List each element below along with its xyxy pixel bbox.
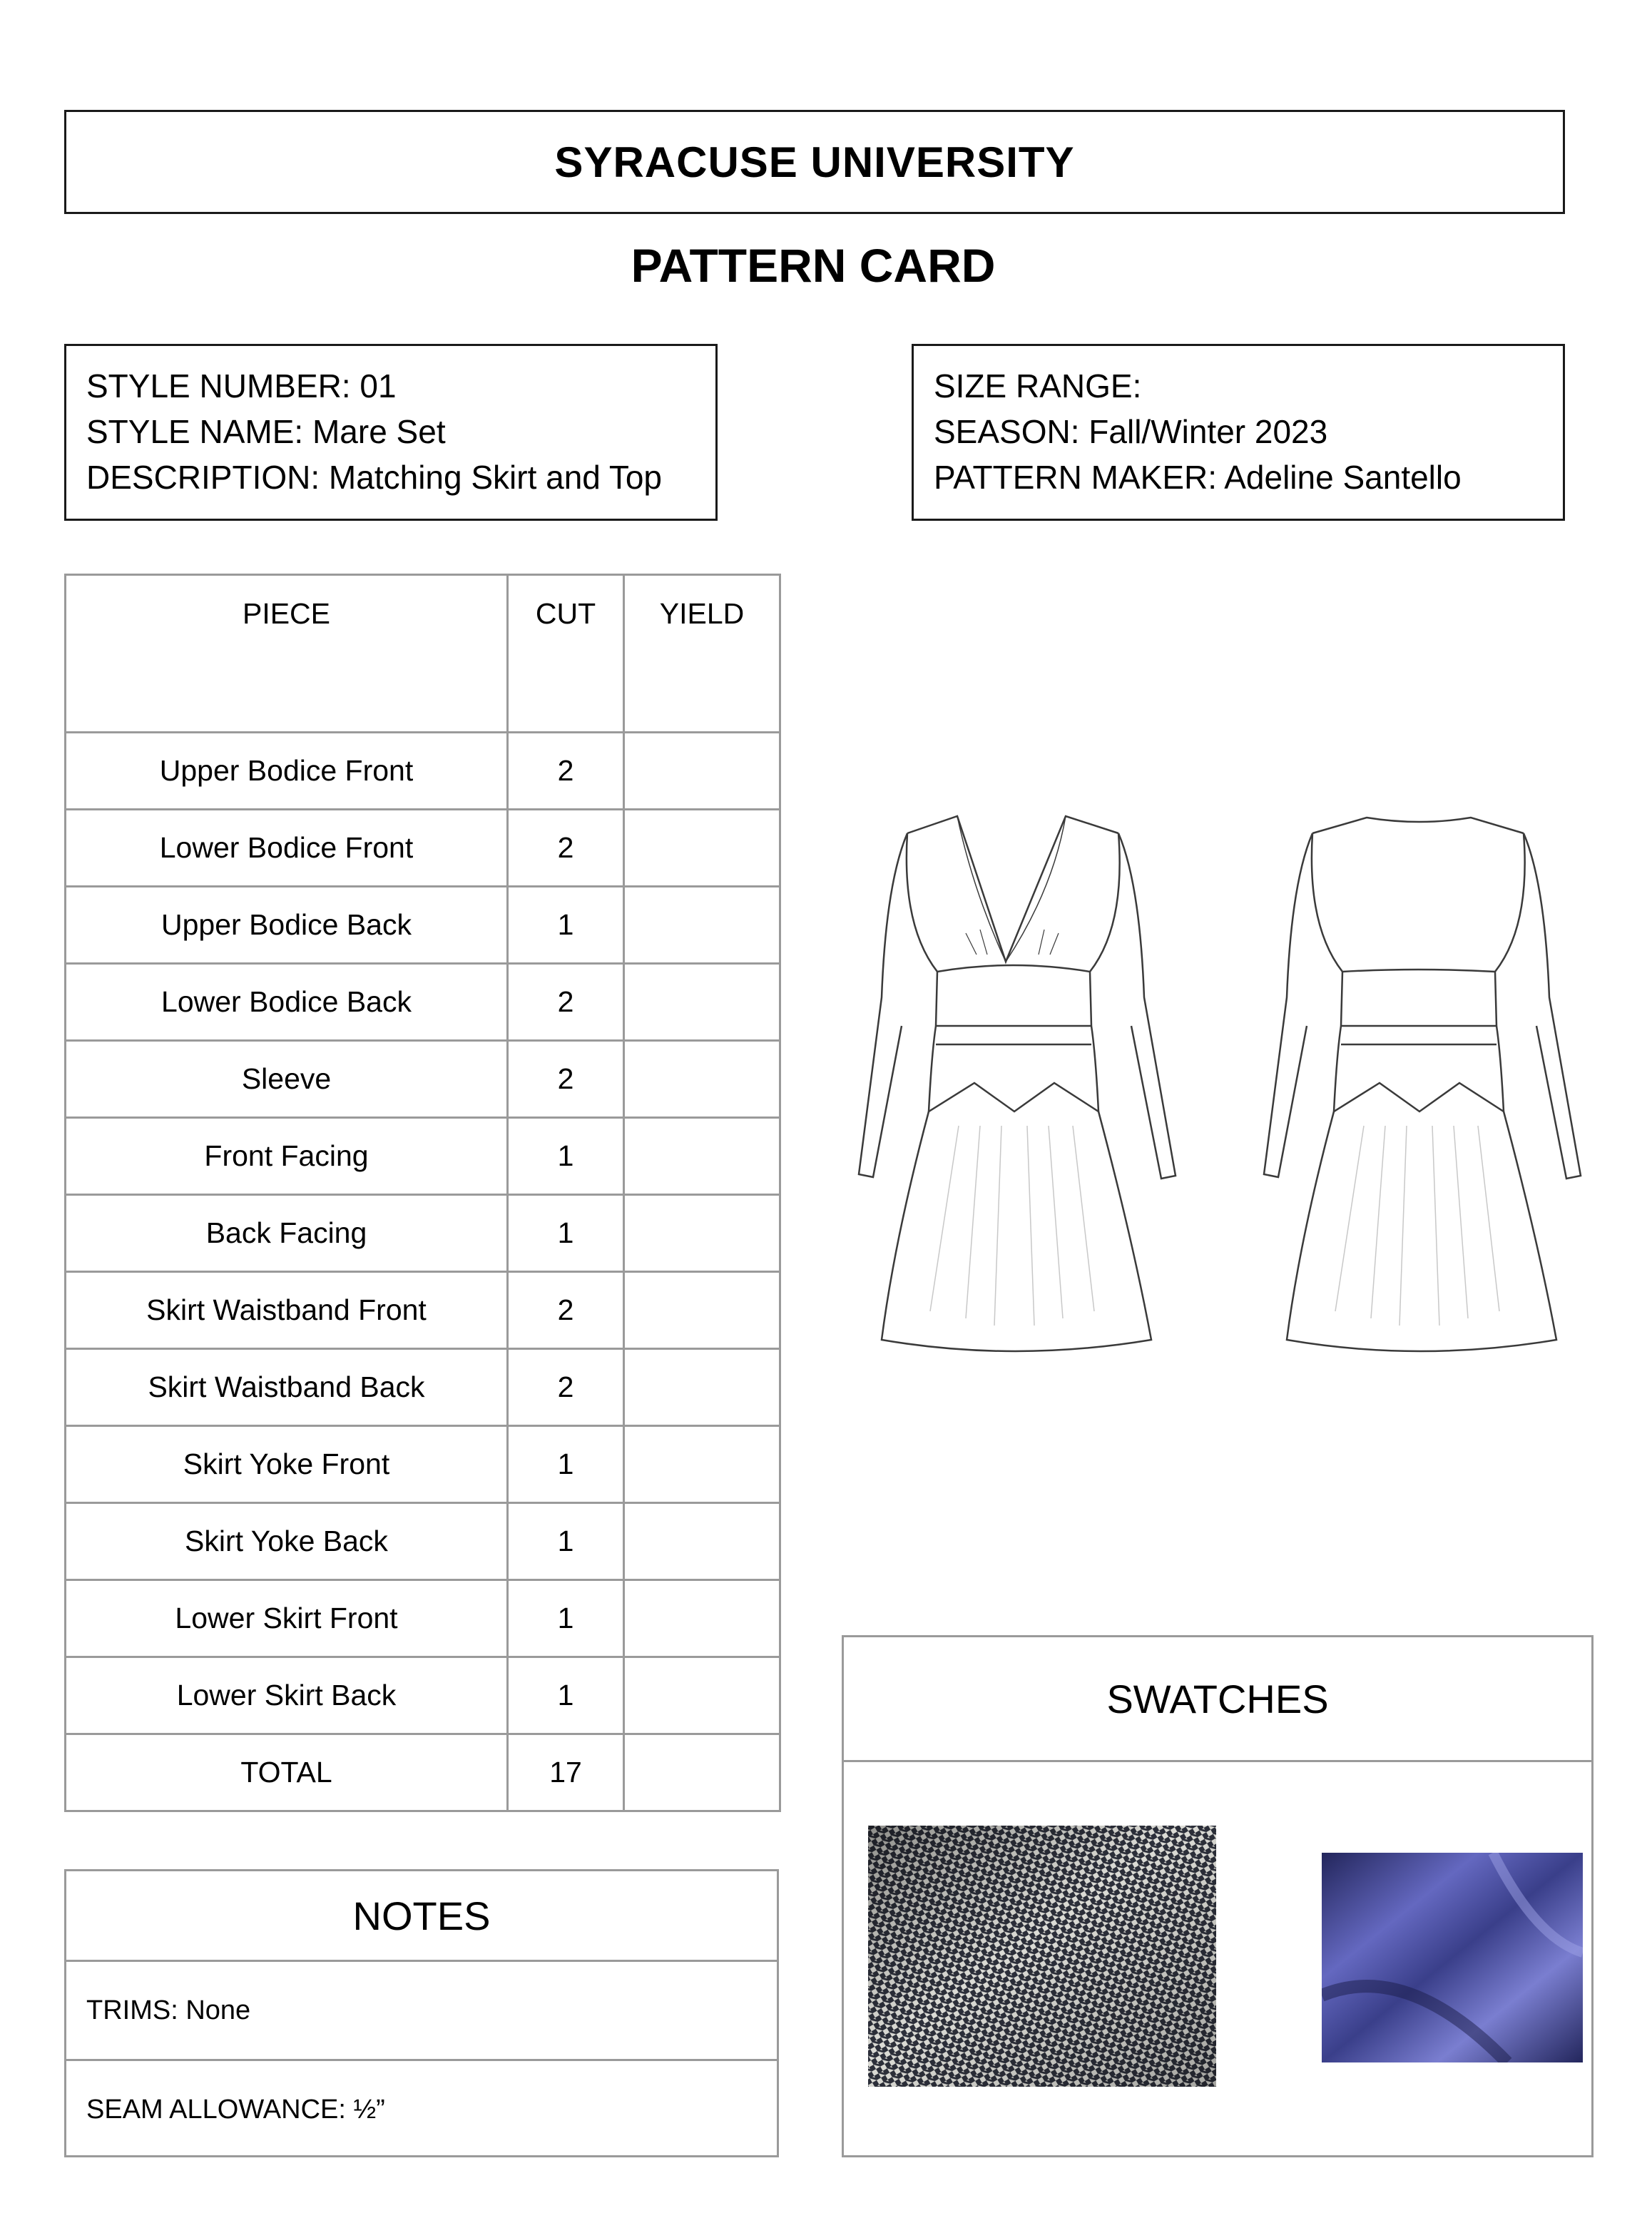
garment-sketch-back [1257, 812, 1596, 1354]
cut-cell: 2 [508, 964, 624, 1041]
yield-cell [624, 1041, 780, 1118]
yield-cell [624, 964, 780, 1041]
style-number: STYLE NUMBER: 01 [86, 367, 397, 405]
table-row [66, 1195, 780, 1272]
table-row [66, 1503, 780, 1580]
cut-cell: 1 [508, 1426, 624, 1503]
header-piece: PIECE [66, 575, 508, 733]
cut-cell: 2 [508, 1272, 624, 1349]
piece-cell: Sleeve [66, 1041, 508, 1118]
satin-swatch [1322, 1853, 1583, 2062]
piece-cell: Lower Skirt Front [66, 1580, 508, 1657]
cut-cell: 1 [508, 1503, 624, 1580]
cut-cell: 2 [508, 1041, 624, 1118]
piece-cell: Skirt Waistband Front [66, 1272, 508, 1349]
header-yield: YIELD [624, 575, 780, 733]
cut-cell: 1 [508, 1118, 624, 1195]
table-row [66, 1041, 780, 1118]
yield-cell [624, 887, 780, 964]
piece-cell: Front Facing [66, 1118, 508, 1195]
table-header-row [66, 575, 780, 733]
cut-cell: 1 [508, 1657, 624, 1734]
style-name: STYLE NAME: Mare Set [86, 413, 446, 450]
yield-cell [624, 810, 780, 887]
cut-cell: 1 [508, 1580, 624, 1657]
houndstooth-swatch [868, 1826, 1216, 2087]
pieces-table [64, 574, 781, 1812]
cut-cell: 2 [508, 733, 624, 810]
yield-cell [624, 1195, 780, 1272]
yield-cell [624, 1657, 780, 1734]
piece-cell: Lower Bodice Front [66, 810, 508, 887]
yield-cell [624, 1349, 780, 1426]
total-label: TOTAL [66, 1734, 508, 1811]
notes-section [64, 1869, 779, 2157]
table-row [66, 1349, 780, 1426]
swatches-section [842, 1635, 1594, 2157]
total-yield [624, 1734, 780, 1811]
seam-allowance-note: SEAM ALLOWANCE: ½” [66, 2059, 777, 2158]
table-row [66, 810, 780, 887]
yield-cell [624, 733, 780, 810]
garment-sketch-front [852, 812, 1191, 1354]
yield-cell [624, 1426, 780, 1503]
piece-cell: Skirt Waistband Back [66, 1349, 508, 1426]
cut-cell: 2 [508, 810, 624, 887]
size-range: SIZE RANGE: [934, 367, 1142, 405]
table-row [66, 1657, 780, 1734]
yield-cell [624, 1272, 780, 1349]
piece-cell: Back Facing [66, 1195, 508, 1272]
table-row [66, 733, 780, 810]
table-total-row [66, 1734, 780, 1811]
institution-header [64, 110, 1565, 214]
table-row [66, 1426, 780, 1503]
season: SEASON: Fall/Winter 2023 [934, 413, 1328, 450]
table-row [66, 1118, 780, 1195]
meta-info-box [912, 344, 1565, 521]
piece-cell: Upper Bodice Back [66, 887, 508, 964]
notes-title: NOTES [66, 1871, 777, 1962]
yield-cell [624, 1580, 780, 1657]
table-row [66, 1272, 780, 1349]
cut-cell: 1 [508, 1195, 624, 1272]
pattern-maker: PATTERN MAKER: Adeline Santello [934, 459, 1462, 496]
table-row [66, 887, 780, 964]
table-row [66, 1580, 780, 1657]
piece-cell: Skirt Yoke Back [66, 1503, 508, 1580]
table-row [66, 964, 780, 1041]
style-info-box [64, 344, 718, 521]
yield-cell [624, 1118, 780, 1195]
piece-cell: Upper Bodice Front [66, 733, 508, 810]
page-title: PATTERN CARD [631, 239, 996, 292]
piece-cell: Skirt Yoke Front [66, 1426, 508, 1503]
piece-cell: Lower Skirt Back [66, 1657, 508, 1734]
trims-note: TRIMS: None [86, 1995, 251, 2025]
institution-name: SYRACUSE UNIVERSITY [554, 138, 1075, 186]
total-cut: 17 [508, 1734, 624, 1811]
style-description: DESCRIPTION: Matching Skirt and Top [86, 459, 662, 496]
cut-cell: 2 [508, 1349, 624, 1426]
piece-cell: Lower Bodice Back [66, 964, 508, 1041]
swatches-title: SWATCHES [844, 1637, 1591, 1762]
cut-cell: 1 [508, 887, 624, 964]
header-cut: CUT [508, 575, 624, 733]
yield-cell [624, 1503, 780, 1580]
